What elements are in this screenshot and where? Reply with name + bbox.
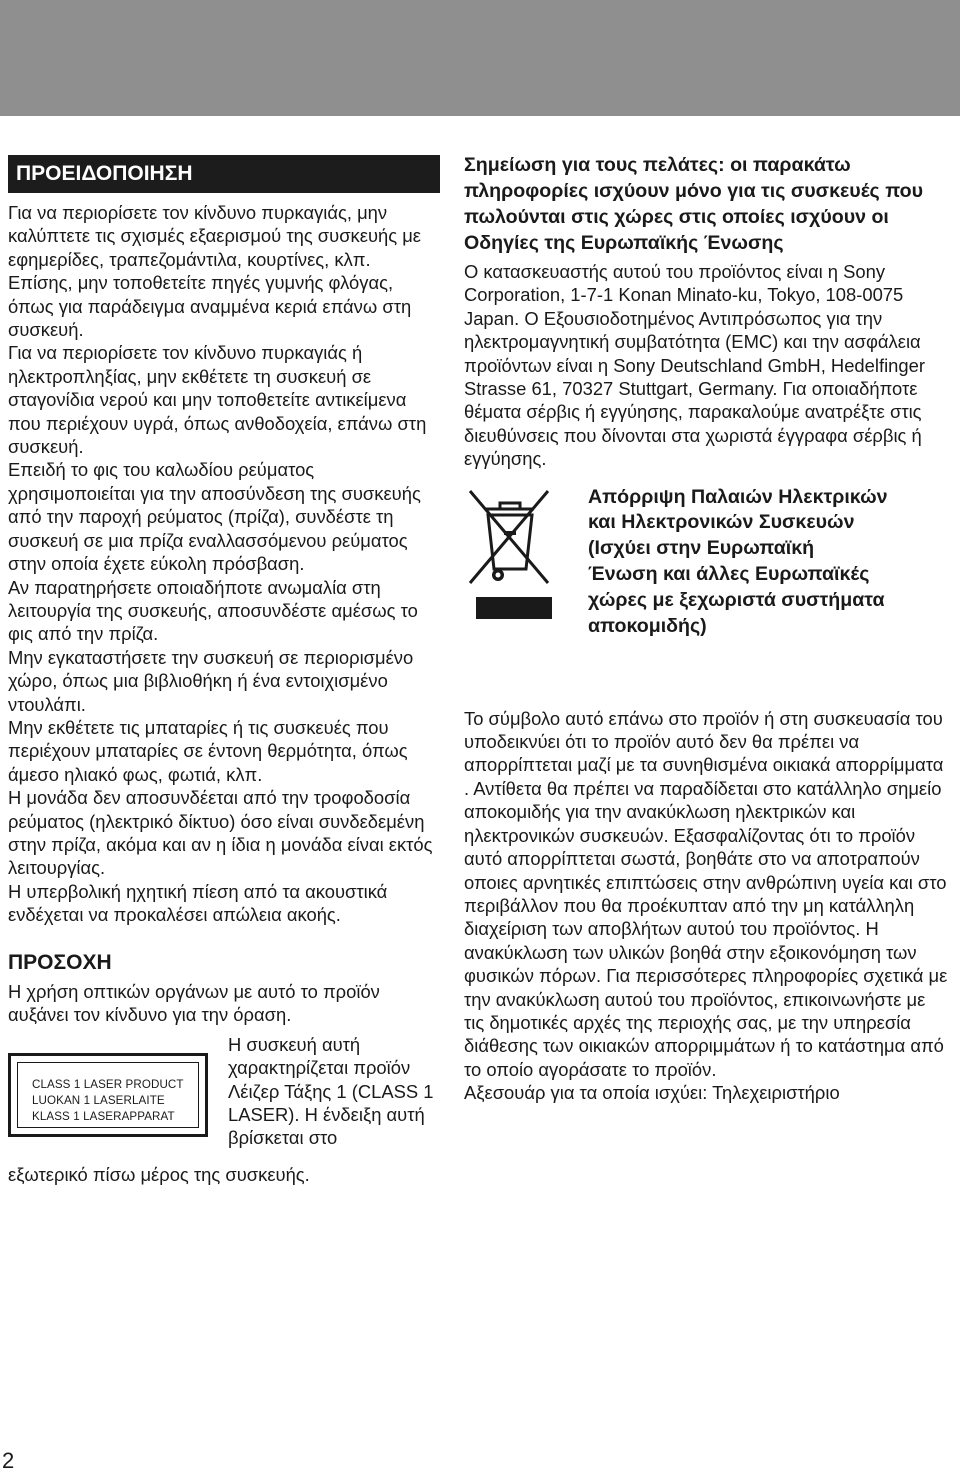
warning-paragraph: Για να περιορίσετε τον κίνδυνο πυρκαγιάς ή ηλεκτροπληξίας, μην εκθέτετε τη συσκευή σε σταγονίδια νερού και μην τοποθετείτε αντικείμενα που περιέχουν υγρά, όπως ανθοδοχεία, επάνω στη συσκευή.: [8, 342, 427, 458]
warning-paragraph: Επειδή το φις του καλωδίου ρεύματος χρησιμοποιείται για την αποσύνδεση της συσκευής από την παροχή ρεύματος (πρίζα), συνδέστε τη συσκευή σε μια πρίζα εναλλασσόμενου ρεύματος στην οποία έχετε εύκολη πρόσβαση.: [8, 459, 421, 575]
page-number: 2: [2, 1448, 15, 1473]
right-column: [464, 152, 948, 1105]
caution-text: Η χρήση οπτικών οργάνων με αυτό το προϊόν αυξάνει τον κίνδυνο για την όραση.: [8, 981, 380, 1026]
top-gray-band: [0, 0, 960, 116]
warning-paragraph: Για να περιορίσετε τον κίνδυνο πυρκαγιάς, μην καλύπτετε τις σχισμές εξαερισμού της συσκευής με εφημερίδες, τραπεζομάντιλα, κουρτίνες, κλπ. Επίσης, μην τοποθετείτε πηγές γυμνής φλόγας, όπως για παράδειγμα αναμμένα κεριά επάνω στη συσκευή.: [8, 202, 421, 341]
disposal-text: Το σύμβολο αυτό επάνω στο προϊόν ή στη συσκευασία του υποδεικνύει ότι το προϊόν αυτό δεν θα πρέπει να απορρίπτεται μαζί με τα συνηθισμένα οικιακά απορρίμματα . Αντίθετα θα πρέπει να παραδίδεται στο κατάλληλο σημείο αποκομιδής για την ανακύκλωση ηλεκτρικών και ηλεκτρονικών συσκευών. Εξασφαλίζοντας ότι το προϊόν αυτό απορρίπτεται σωστά, βοηθάτε στο να αποτραπούν οποιες αρνητικές επιπτώσεις στην ανθρώπινη υγεία και στο περιβάλλον που θα προέκυπταν από την μη κατάλληλη διαχείριση των αποβλήτων αυτού του προϊόντος. Η ανακύκλωση των υλικών βοηθά στην εξοικονόμηση των φυσικών πόρων. Για περισσότερες πληροφορίες σχετικά με την ανακύκλωση αυτού του προϊόντος, επικοινωνήστε με τις δημοτικές αρχές της περιοχής σας, με την υπηρεσία διάθεσης των οικιακών απορριμμάτων ή το κατάστημα από το οποίο αγοράσατε το προϊόν.: [464, 707, 948, 1080]
laser-label-line: CLASS 1 LASER PRODUCT: [32, 1077, 184, 1091]
warning-heading: ΠΡΟΕΙΔΟΠΟΙΗΣΗ: [8, 155, 440, 193]
laser-description: Η συσκευή αυτή χαρακτηρίζεται προϊόν Λέιζερ Τάξης 1 (CLASS 1 LASER). Η ένδειξη αυτή βρίσκεται στο: [228, 1033, 434, 1149]
warning-paragraph: Μην εκθέτετε τις μπαταρίες ή τις συσκευές που περιέχουν μπαταρίες σε έντονη θερμότητα, όπως άμεσο ηλιακό φως, φωτιά, κλπ.: [8, 716, 408, 785]
warning-paragraph: Αν παρατηρήσετε οποιαδήποτε ανωμαλία στη λειτουργία της συσκευής, αποσυνδέστε αμέσως το φις από την πρίζα.: [8, 576, 418, 645]
laser-class-label: [8, 1053, 208, 1137]
accessories-text: Αξεσουάρ για τα οποία ισχύει: Τηλεχειριστήριο: [464, 1082, 840, 1104]
eu-notice-text: Ο κατασκευαστής αυτού του προϊόντος είναι η Sony Corporation, 1-7-1 Konan Minato-ku, Tokyo, 108-0075 Japan. Ο Εξουσιοδοτημένος Αντιπρόσωπος για την ηλεκτρομαγνητική συμβατότητα (EMC) και την ασφάλεια προϊόντων είναι η Sony Deutschland GmbH, Hedelfinger Strasse 61, 70327 Stuttgart, Germany. Για οποιαδήποτε θέματα σέρβις ή εγγύησης, παρακαλούμε ανατρέξτε στις διευθύνσεις που δίνονται στα χωριστά έγγραφα σέρβις ή εγγύησης.: [464, 261, 925, 470]
laser-label-line: KLASS 1 LASERAPPARAT: [32, 1109, 175, 1123]
eu-notice-heading: Σημείωση για τους πελάτες: οι παρακάτω πληροφορίες ισχύουν μόνο για τις συσκευές που πωλούνται στις χώρες στις οποίες ισχύουν οι Οδηγίες της Ευρωπαϊκής Ένωσης: [464, 154, 924, 254]
left-column: [8, 155, 440, 1186]
laser-label-block: [8, 1033, 440, 1163]
warning-paragraph: Μην εγκαταστήσετε την συσκευή σε περιορισμένο χώρο, όπως μια βιβλιοθήκη ή ένα εντοιχισμένο ντουλάπι.: [8, 646, 414, 715]
warning-paragraph: Η υπερβολική ηχητική πίεση από τα ακουστικά ενδέχεται να προκαλέσει απώλεια ακοής.: [8, 880, 388, 926]
crossed-out-wheelie-bin-icon: [464, 485, 556, 625]
disposal-heading: Απόρριψη Παλαιών Ηλεκτρικών και Ηλεκτρονικών Συσκευών (Ισχύει στην Ευρωπαϊκή Ένωση και άλλες Ευρωπαϊκές χώρες με ξεχωριστά συστήματα αποκομιδής): [588, 485, 888, 637]
laser-label-line: LUOKAN 1 LASERLAITE: [32, 1093, 165, 1107]
laser-description-tail: εξωτερικό πίσω μέρος της συσκευής.: [8, 1163, 310, 1185]
disposal-block: [464, 485, 948, 707]
caution-heading: ΠΡΟΣΟΧΗ: [8, 950, 112, 974]
warning-paragraph: Η μονάδα δεν αποσυνδέεται από την τροφοδοσία ρεύματος (ηλεκτρικό δίκτυο) όσο είναι συνδεδεμένη στην πρίζα, ακόμα και αν η ίδια η μονάδα είναι εκτός λειτουργίας.: [8, 787, 433, 879]
